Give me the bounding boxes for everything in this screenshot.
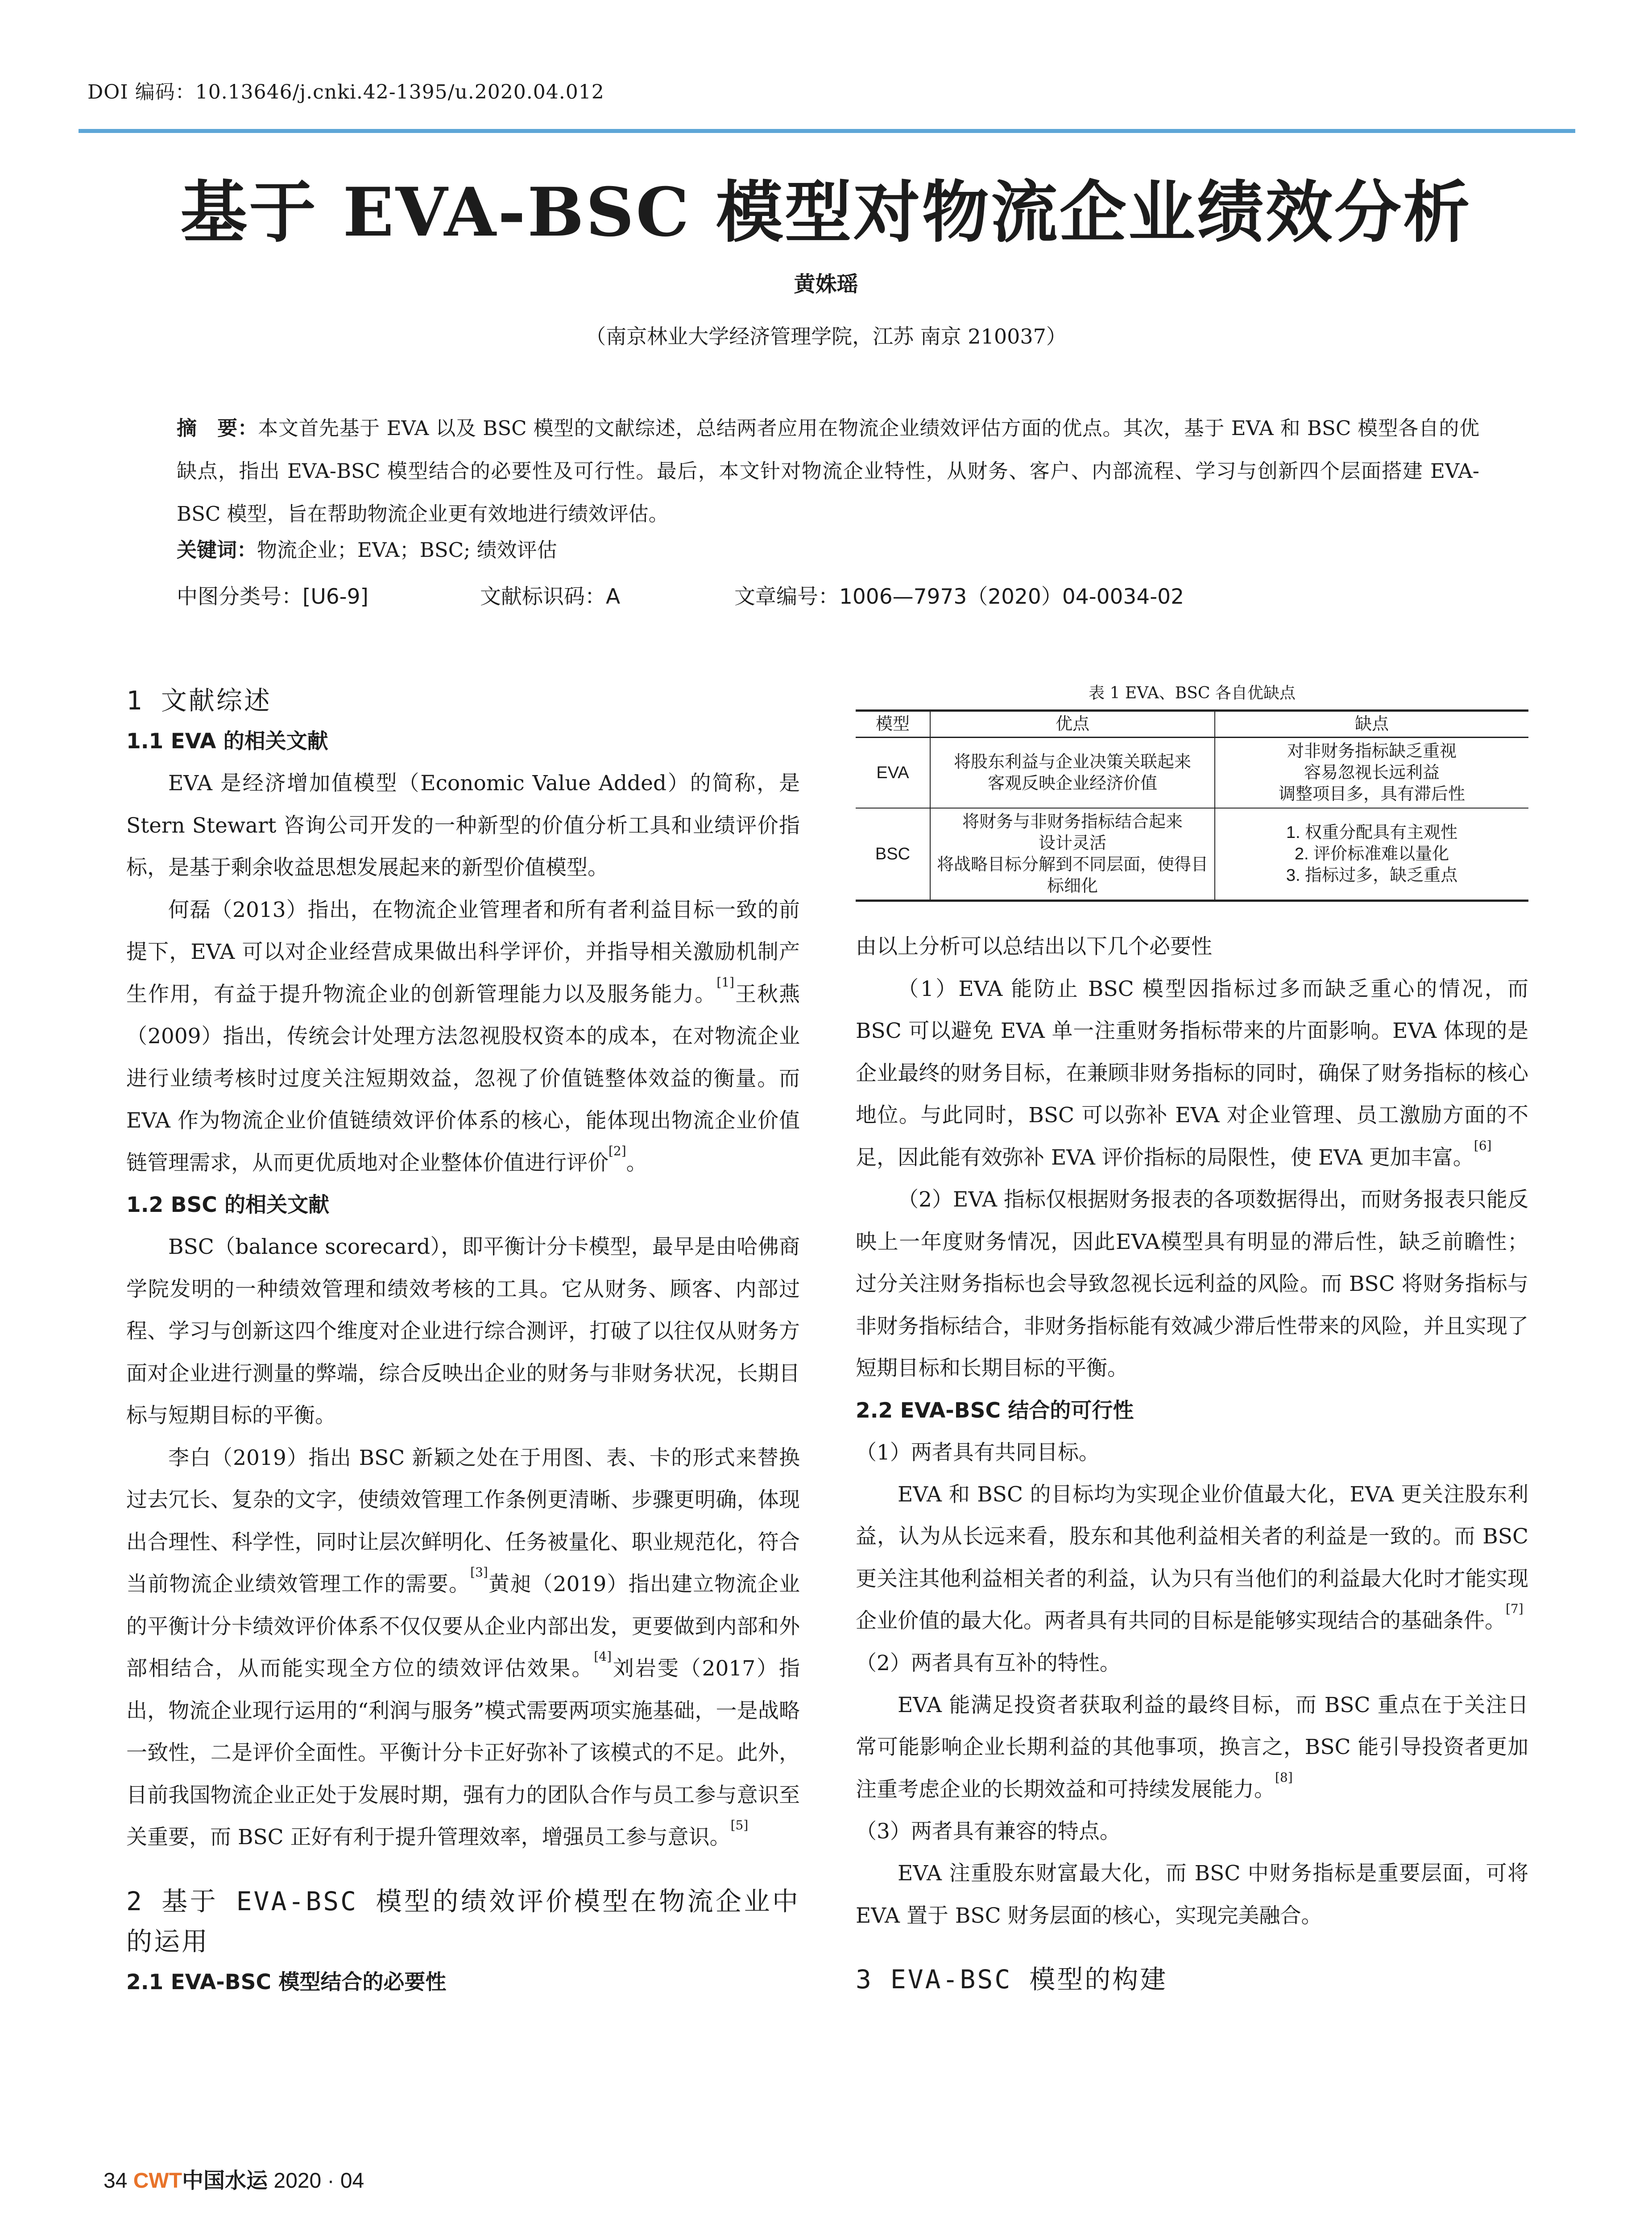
table-cell: 将股东利益与企业决策关联起来 客观反映企业经济价值 — [930, 738, 1215, 809]
article-number: 文章编号：1006—7973（2020）04-0034-02 — [734, 585, 1184, 609]
subsection-heading-2-2: 2.2 EVA-BSC 结合的可行性 — [856, 1398, 1134, 1423]
keywords-text: 物流企业；EVA；BSC; 绩效评估 — [257, 538, 557, 562]
right-column — [856, 926, 1528, 1999]
paragraph — [856, 968, 1528, 1179]
subsection-heading-1-2: 1.2 BSC 的相关文献 — [126, 1193, 330, 1217]
paragraph: EVA 注重股东财富最大化，而 BSC 中财务指标是重要层面，可将 EVA 置于 BSC 财务层面的核心，实现完美融合。 — [856, 1861, 1528, 1928]
table-header-row — [856, 711, 1528, 738]
paragraph — [856, 1684, 1528, 1811]
page-footer — [104, 2163, 364, 2194]
text-run: 何磊（2013）指出，在物流企业管理者和所有者利益目标一致的前提下，EVA 可以对企业经营成果做出科学评价，并指导相关激励机制产生作用，有益于提升物流企业的创新管理能力以及服务能力。 — [126, 897, 800, 1007]
table-cell: 对非财务指标缺乏重视 容易忽视长远利益 调整项目多，具有滞后性 — [1215, 738, 1528, 809]
section-heading-1: 1 文献综述 — [126, 685, 272, 716]
citation-2[interactable]: [2] — [609, 1143, 626, 1158]
magazine-name: 中国水运 — [182, 2168, 268, 2193]
table-header-cell: 优点 — [930, 711, 1215, 738]
sub-heading: （2）两者具有互补的特性。 — [856, 1650, 1121, 1675]
doi-line: DOI 编码：10.13646/j.cnki.42-1395/u.2020.04.012 — [87, 81, 604, 104]
citation-4[interactable]: [4] — [594, 1649, 612, 1664]
text-run: 李白（2019）指出 BSC 新颖之处在于用图、表、卡的形式来替换过去冗长、复杂的文字，使绩效管理工作条例更清晰、步骤更明确，体现出合理性、科学性，同时让层次鲜明化、任务被量化、职业规范化，符合当前物流企业绩效管理工作的需要。 — [126, 1445, 800, 1597]
citation-6[interactable]: [6] — [1474, 1138, 1492, 1153]
table-cell: EVA — [856, 738, 930, 809]
keywords-label: 关键词： — [177, 538, 257, 562]
abstract-label: 摘 要： — [177, 416, 258, 440]
paragraph — [856, 1474, 1528, 1642]
table-caption: 表 1 EVA、BSC 各自优缺点 — [1089, 684, 1296, 702]
text-run: （1）EVA 能防止 BSC 模型因指标过多而缺乏重心的情况，而 BSC 可以避免 EVA 单一注重财务指标带来的片面影响。EVA 体现的是企业最终的财务目标，在兼顾非财务指标的同时，确保了财务指标的核心地位。与此同时，BSC 可以弥补 EVA 对企业管理、员工激励方面的不足，因此能有效弥补 EVA 评价指标的局限性，使 EVA 更加丰富。 — [856, 976, 1528, 1170]
section-heading-2: 2 基于 EVA-BSC 模型的绩效评价模型在物流企业中的运用 — [126, 1886, 800, 1957]
citation-1[interactable]: [1] — [716, 975, 734, 990]
table-row — [856, 808, 1528, 901]
table-cell: 将财务与非财务指标结合起来 设计灵活 将战略目标分解到不同层面，使得目标细化 — [930, 808, 1215, 901]
text-run: 王秋燕（2009）指出，传统会计处理方法忽视股权资本的成本，在对物流企业进行业绩考核时过度关注短期效益，忽视了价值链整体效益的衡量。而 EVA 作为物流企业价值链绩效评价体系的核心，能体现出物流企业价值链管理需求，从而更优质地对企业整体价值进行评价 — [126, 982, 800, 1175]
document-code: 文献标识码：A — [480, 585, 621, 609]
author: 黄姝瑶 — [794, 272, 858, 297]
header-rule — [79, 129, 1575, 133]
sub-heading: （1）两者具有共同目标。 — [856, 1440, 1100, 1465]
citation-7[interactable]: [7] — [1506, 1601, 1524, 1616]
paragraph: EVA 是经济增加值模型（Economic Value Added）的简称，是 Stern Stewart 咨询公司开发的一种新型的价值分析工具和业绩评价指标，是基于剩余收益思想发展起来的新型价值模型。 — [126, 771, 800, 880]
clc-number: 中图分类号：[U6-9] — [177, 585, 368, 609]
sub-heading: （3）两者具有兼容的特点。 — [856, 1819, 1121, 1844]
issue-label: 2020 · 04 — [273, 2169, 364, 2193]
subsection-heading-1-1: 1.1 EVA 的相关文献 — [126, 729, 328, 754]
section-heading-3: 3 EVA-BSC 模型的构建 — [856, 1964, 1168, 1995]
text-run: EVA 和 BSC 的目标均为实现企业价值最大化，EVA 更关注股东利益，认为从长远来看，股东和其他利益相关者的利益是一致的。而 BSC 更关注其他利益相关者的利益，认为只有当他们的利益最大化时才能实现企业价值的最大化。两者具有共同的目标是能够实现结合的基础条件。 — [856, 1482, 1528, 1633]
subsection-heading-2-1: 2.1 EVA-BSC 模型结合的必要性 — [126, 1970, 447, 1995]
text-run: EVA 能满足投资者获取利益的最终目标，而 BSC 重点在于关注日常可能影响企业长期利益的其他事项，换言之，BSC 能引导投资者更加注重考虑企业的长期效益和可持续发展能力。 — [856, 1692, 1528, 1802]
table-header-cell: 缺点 — [1215, 711, 1528, 738]
paragraph — [126, 1437, 800, 1859]
affiliation: （南京林业大学经济管理学院，江苏 南京 210037） — [585, 324, 1067, 348]
table-cell: 1. 权重分配具有主观性 2. 评价标准难以量化 3. 指标过多，缺乏重点 — [1215, 808, 1528, 901]
abstract — [177, 407, 1479, 535]
text-run: 。 — [626, 1150, 647, 1175]
abstract-text: 本文首先基于 EVA 以及 BSC 模型的文献综述，总结两者应用在物流企业绩效评估方面的优点。其次，基于 EVA 和 BSC 模型各自的优缺点，指出 EVA-BSC 模型结合的必要性及可行性。最后，本文针对物流企业特性，从财务、客户、内部流程、学习与创新四个层面搭建 EVA-BSC 模型，旨在帮助物流企业更有效地进行绩效评估。 — [177, 416, 1479, 526]
text-run: 刘岩雯（2017）指出，物流企业现行运用的“利润与服务”模式需要两项实施基础，一是战略一致性，二是评价全面性。平衡计分卡正好弥补了该模式的不足。此外，目前我国物流企业正处于发展时期，强有力的团队合作与员工参与意识至关重要，而 BSC 正好有利于提升管理效率，增强员工参与意识。 — [126, 1656, 800, 1849]
citation-8[interactable]: [8] — [1275, 1770, 1293, 1785]
paragraph: BSC（balance scorecard），即平衡计分卡模型，最早是由哈佛商学院发明的一种绩效管理和绩效考核的工具。它从财务、顾客、内部过程、学习与创新这四个维度对企业进行综合测评，打破了以往仅从财务方面对企业进行测量的弊端，综合反映出企业的财务与非财务状况，长期目标与短期目标的平衡。 — [126, 1235, 800, 1428]
paragraph: （2）EVA 指标仅根据财务报表的各项数据得出，而财务报表只能反映上一年度财务情况，因此EVA模型具有明显的滞后性，缺乏前瞻性；过分关注财务指标也会导致忽视长远利益的风险。而 BSC 将财务指标与非财务指标结合，非财务指标能有效减少滞后性带来的风险，并且实现了短期目标和长期目标的平衡。 — [856, 1187, 1528, 1381]
table-cell: BSC — [856, 808, 930, 901]
citation-5[interactable]: [5] — [730, 1818, 749, 1833]
citation-3[interactable]: [3] — [470, 1565, 488, 1580]
table-header-cell: 模型 — [856, 711, 930, 738]
left-column — [126, 680, 800, 2003]
paragraph: 由以上分析可以总结出以下几个必要性 — [856, 934, 1212, 959]
article-title: 基于 EVA-BSC 模型对物流企业绩效分析 — [180, 173, 1472, 252]
comparison-table — [856, 709, 1528, 902]
page-number: 34 — [104, 2169, 128, 2193]
keywords — [177, 534, 557, 563]
text-run: 黄昶（2019）指出建立物流企业的平衡计分卡绩效评价体系不仅仅要从企业内部出发，更要做到内部和外部相结合，从而能实现全方位的绩效评估效果。 — [126, 1572, 800, 1681]
table-row — [856, 738, 1528, 809]
brand-logo: CWT — [133, 2169, 182, 2193]
paragraph — [126, 889, 800, 1185]
